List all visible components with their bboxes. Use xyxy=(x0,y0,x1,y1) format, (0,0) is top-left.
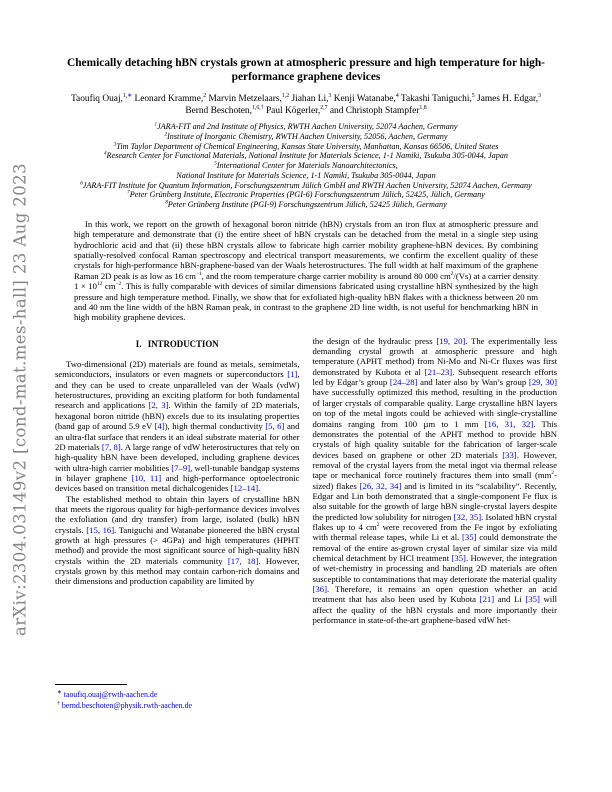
left-column-text xyxy=(55,359,300,587)
email-link[interactable]: bernd.beschoten@physik.rwth-aachen.de xyxy=(61,700,193,710)
section-heading-introduction: I. INTRODUCTION xyxy=(135,338,219,349)
affiliation-list xyxy=(55,122,557,209)
footnote-corresponding-author xyxy=(55,690,305,701)
citation-link[interactable]: [21] xyxy=(479,594,495,605)
left-column xyxy=(55,336,300,626)
affiliation-line: $^3$Tim Taylor Department of Chemical Engineering, Kansas State University, Manhattan, Kansas 66506, United States xyxy=(113,141,499,151)
affiliation-line: $^7$Peter Grünberg Institute, Electronic Properties (PGI-6) Forschungszentrum Jülich, 52425, Jülich, Germany xyxy=(127,189,485,200)
citation-link[interactable]: [12–14] xyxy=(230,483,259,494)
citation-link[interactable]: [24–28] xyxy=(389,377,418,388)
right-column xyxy=(313,336,558,626)
citation-link[interactable]: [15, 16] xyxy=(86,524,115,535)
abstract-text: In this work, we report on the growth of hexagonal boron nitride (hBN) crystals from an iron flux at atmospheric pressure and high temperature and demonstrate that (i) the entire sheet of hBN crystals can be detached from the metal in a single step using hydrochloric acid and that (ii) these hBN crystals allow to fabricate high carrier mobility graphene-hBN devices. By combining spatially-resolved confocal Raman spectroscopy and electrical transport measurements, we confirm the excellent quality of these crystals for high-performance hBN-graphene-based van der Waals heterostructures. The full width at half maximum of the graphene Raman 2D peak is as low as 16 $cm^{-1}$, and the room temperature charge carrier mobility is around 80 000 $cm^2/(Vs)$ at a carrier density $1 \times 10^{12}$ $cm^{-2}$. This is fully comparable with devices of similar dimensions fabricated using crystalline hBN synthesized by the high pressure and high temperature method. Finally, we show that for exfoliated high-quality hBN flakes with a thickness between 20 nm and 40 nm the line width of the hBN Raman peak, in contrast to the graphene 2D line width, is not useful for benchmarking hBN in high mobility graphene devices. xyxy=(74,218,538,323)
citation-link[interactable]: [29, 30] xyxy=(528,377,557,388)
arxiv-watermark-text: arXiv:2304.03149v2 [cond-mat.mes-hall] 23 Aug 2023 xyxy=(10,163,30,637)
citation-link[interactable]: [5, 6] xyxy=(265,421,285,432)
citation-link[interactable]: [19, 20] xyxy=(436,335,466,346)
affiliation-line: $^6$JARA-FIT Institute for Quantum Information, Forschungszentrum Jülich GmbH and RWTH Aachen University, 52074 Aachen, Germany xyxy=(80,179,532,190)
footnote-block xyxy=(55,684,305,711)
paper-title: Chemically detaching hBN crystals grown at atmospheric pressure and high temperature for high-performance graphene devices xyxy=(67,57,545,83)
citation-link[interactable]: [35] xyxy=(525,594,540,605)
affiliation-line: $^8$Peter Grünberg Institute (PGI-9) Forschungszentrum Jülich, 52425 Jülich, Germany xyxy=(165,199,447,209)
citation-link[interactable]: [36] xyxy=(312,584,327,595)
arxiv-watermark xyxy=(2,148,38,652)
citation-link[interactable]: [4] xyxy=(154,421,165,432)
citation-link[interactable]: [26, 32, 34] xyxy=(359,480,402,491)
citation-link[interactable]: [21–23] xyxy=(424,366,453,377)
affiliation-line: $^2$Institute of Inorganic Chemistry, RWTH Aachen University, 52056, Aachen, Germany xyxy=(164,131,448,142)
two-column-body xyxy=(55,336,557,626)
footnote-rule xyxy=(55,684,127,685)
affiliation-line: National Institute for Materials Science, 1-1 Namiki, Tsukuba 305-0044, Japan xyxy=(176,170,436,180)
affiliation-line: $^5$International Center for Materials Nanoarchitectonics, xyxy=(214,160,398,171)
citation-link[interactable]: [1] xyxy=(287,369,298,380)
affiliation-line: $^4$Research Center for Functional Materials, National Institute for Materials Science, 1-1 Namiki, Tsukuba 305-0044, Japan xyxy=(104,150,508,161)
citation-link[interactable]: [2, 3] xyxy=(148,400,169,411)
paper-content xyxy=(55,0,558,710)
footnote-marker: † xyxy=(57,699,60,706)
citation-link[interactable]: [17, 18] xyxy=(227,555,259,566)
citation-link[interactable]: [7, 8] xyxy=(101,441,121,452)
right-column-text xyxy=(313,336,558,626)
footnote-marker: ∗ xyxy=(57,689,62,696)
citation-link[interactable]: [16, 31, 32] xyxy=(484,418,534,429)
paragraph: the design of the hydraulic press [19, 20]. The experimentally less demanding crystal growth at atmospheric pressure and high temperature (APHT method) from Ni-Mo and Ni-Cr fluxes was first demonstrated by Kubota et al [21–23]. Subsequent research efforts led by Edgar’s group [24–28] and later also by Wan’s group [29, 30] have successfully optimized this method, resulting in the production of larger crystals of comparable quality. Large crystalline hBN layers on top of the metal ingots could be achieved with single-crystalline domains ranging from 100 µm to 1 mm [16, 31, 32]. This demonstrates the potential of the APHT method to provide hBN crystals of high quality suitable for the fabrication of larger-scale devices based on graphene or other 2D materials [33]. However, removal of the crystal layers from the metal ingot via thermal release tape or mechanical force routinely fractures them into small $(mm^2-sized)$ flakes [26, 32, 34] and is limited in its “scalability”. Recently, Edgar and Lin both demonstrated that a single-component Fe flux is also suitable for the growth of large hBN single-crystal layers despite the predicted low solubility for nitrogen [32, 35]. Isolated hBN crystal flakes up to 4 $cm^2$ were recovered from the Fe ingot by exfoliating with thermal release tapes, while Li et al. [35] could demonstrate the removal of the entire as-grown crystal layer of similar size via mild chemical detachment by HCl treatment [35]. However, the integration of wet-chemistry in processing and handling 2D materials are often susceptible to contaminations that may deteriorate the material quality [36]. Therefore, it remains an open question whether an acid treatment that has also been used by Kubota [21] and Li [35] will affect the quality of the hBN crystals and more importantly their performance in state-of-the-art graphene-based vdW het- xyxy=(312,335,558,626)
citation-link[interactable]: [33] xyxy=(502,449,517,460)
citation-link[interactable]: [35] xyxy=(451,552,466,563)
footnote-corresponding-author xyxy=(55,701,305,712)
abstract xyxy=(74,219,538,323)
affiliation-line: $^1$JARA-FIT and 2nd Institute of Physics, RWTH Aachen University, 52074 Aachen, Germany xyxy=(154,121,458,132)
citation-link[interactable]: [32, 35] xyxy=(453,511,482,522)
author-line: Taoufiq Ouaj,$^{1,∗}$ Leonard Kramme,$^2$ Marvin Metzelaars,$^{1,2}$ Jiahan Li,$^3$ Kenji Watanabe,$^4$ Takashi Taniguchi,$^5$ James H. Edgar,$^3$ Bernd Beschoten,$^{1,6,\dagger}$ Paul Kögerler,$^{2,7}$ and Christoph Stampfer$^{1,8}$ xyxy=(70,93,542,116)
paragraph: Two-dimensional (2D) materials are found as metals, semimetals, semiconductors, insulators or even magnets or superconductors [1], and they can be used to create unparalleled van der Waals (vdW) heterostructures, providing an exciting platform for both fundamental research and applications [2, 3]. Within the family of 2D materials, hexagonal boron nitride (hBN) excels due to its insulating properties (band gap of around 5.9 eV [4]), high thermal conductivity [5, 6] and an ultra-flat surface that renders it an ideal substrate material for other 2D materials [7, 8]. A large range of vdW heterostructures that rely on high-quality hBN have been developed, including graphene devices with ultra-high carrier mobilities [7–9], well-tunable bandgap systems in bilayer graphene [10, 11] and high-performance optoelectronic devices based on transition metal dichalcogenides [12–14]. xyxy=(55,359,300,494)
citation-link[interactable]: [35] xyxy=(462,532,477,543)
email-link[interactable]: taoufiq.ouaj@rwth-aachen.de xyxy=(63,690,158,699)
citation-link[interactable]: [7–9] xyxy=(171,462,191,473)
citation-link[interactable]: [10, 11] xyxy=(131,472,162,483)
paragraph: The established method to obtain thin layers of crystalline hBN that meets the rigorous quality for high-performance devices involves the exfoliation (and dry transfer) from large, isolated (bulk) hBN crystals. [15, 16]. Taniguchi and Watanabe pioneered the hBN crystal growth at high pressures (> 4GPa) and high temperatures (HPHT method) and provide the most significant source of high-quality hBN crystals within the 2D materials community [17, 18]. However, crystals grown by this method may contain carbon-rich domains and their dimensions and production capability are limited by xyxy=(55,493,300,587)
